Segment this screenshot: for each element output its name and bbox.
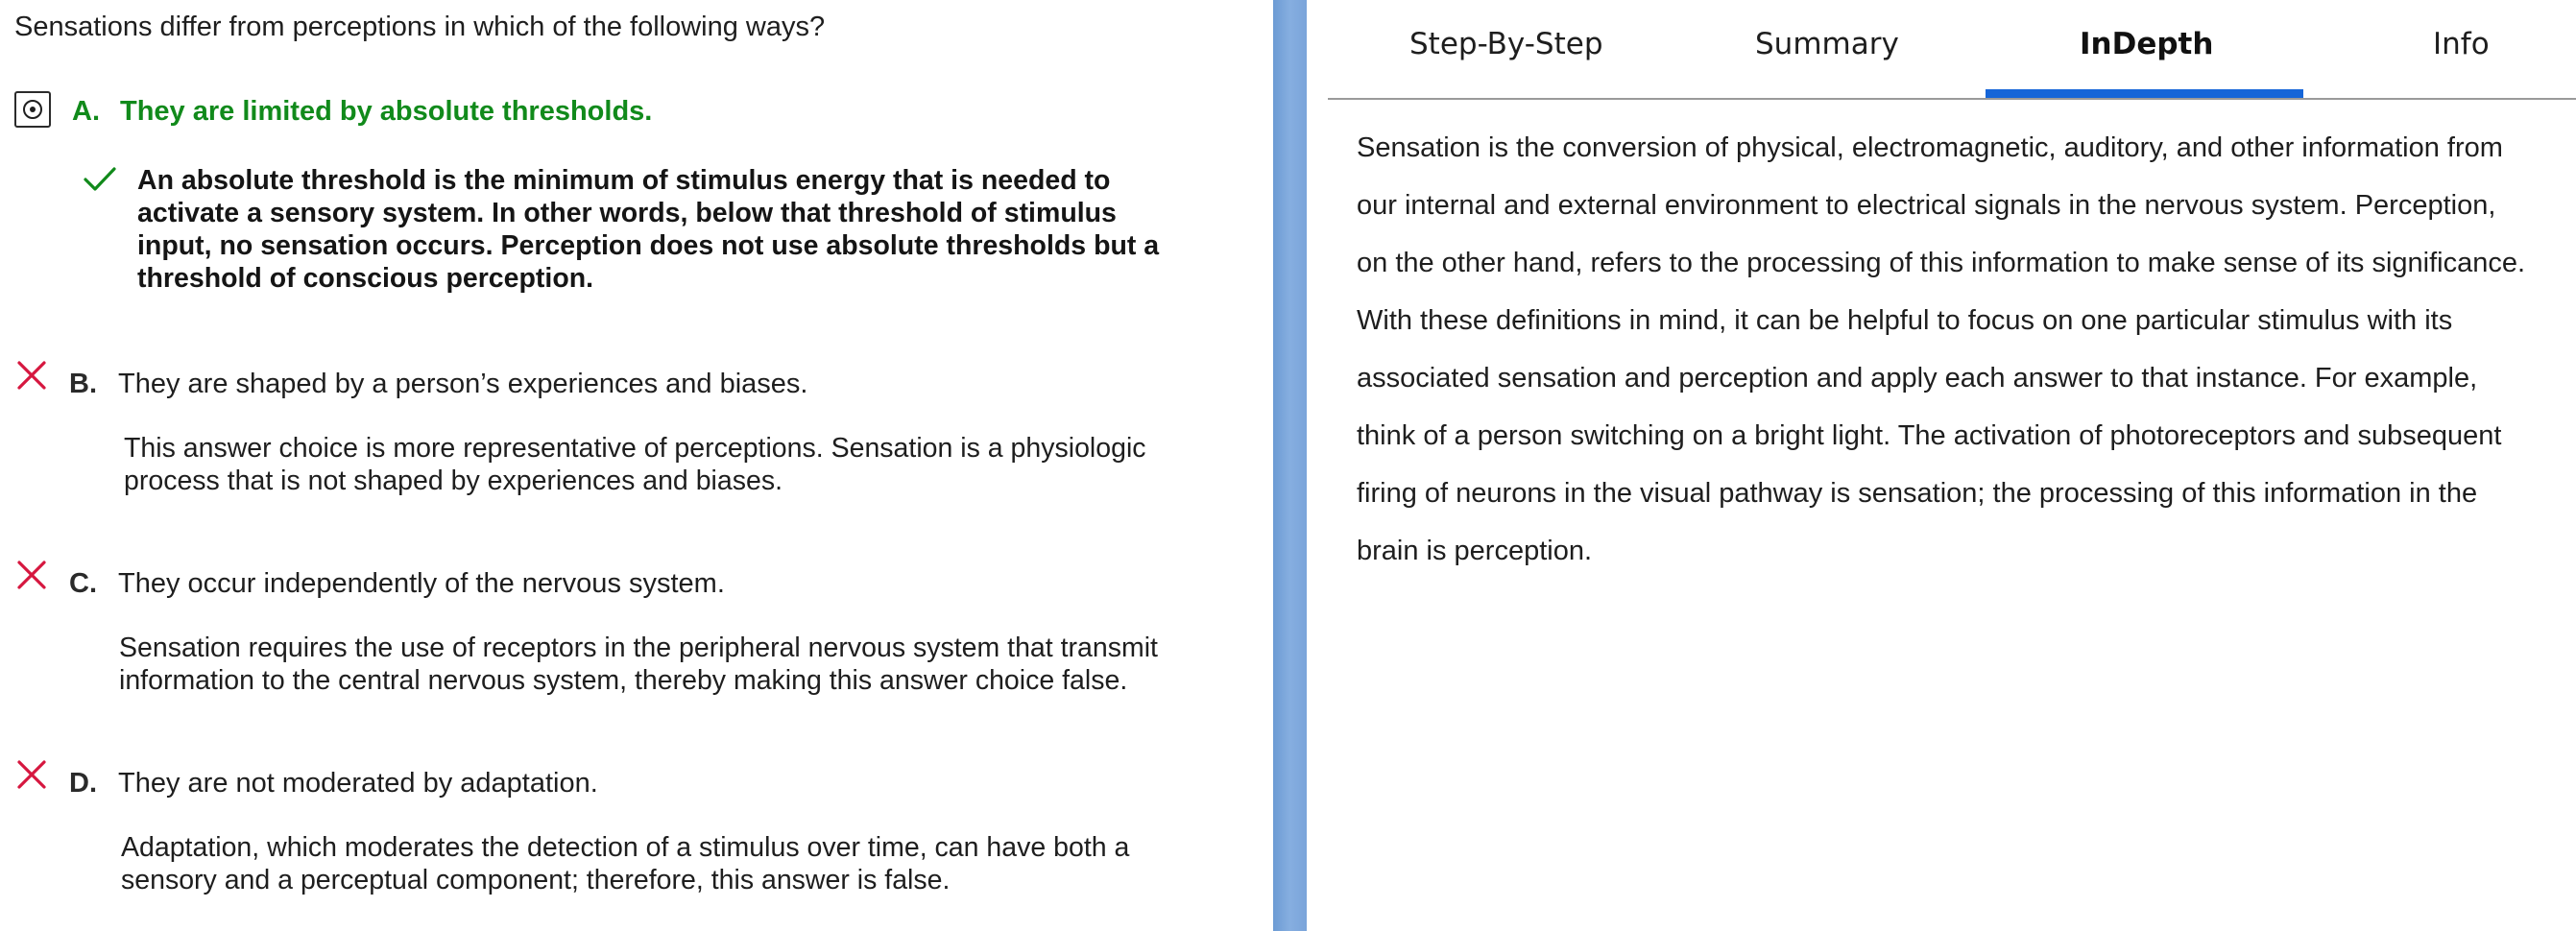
tab-summary[interactable]: Summary <box>1755 27 1899 61</box>
explanation-line: This answer choice is more representative of perceptions. Sensation is a physiologic <box>124 433 1146 464</box>
choice-b-text[interactable]: They are shaped by a person’s experiences and biases. <box>118 369 808 399</box>
choice-c-explanation <box>119 632 1158 697</box>
tab-indepth[interactable]: InDepth <box>2080 27 2214 61</box>
tab-info[interactable]: Info <box>2433 27 2490 61</box>
indepth-line: With these definitions in mind, it can be helpful to focus on one particular stimulus with its <box>1357 305 2453 336</box>
tab-step-by-step[interactable]: Step-By-Step <box>1409 27 1603 61</box>
choice-d-letter: D. <box>69 768 97 799</box>
choice-c-text[interactable]: They occur independently of the nervous system. <box>118 568 725 599</box>
explanation-line: information to the central nervous system, thereby making this answer choice false. <box>119 665 1128 696</box>
explanation-line: input, no sensation occurs. Perception does not use absolute thresholds but a <box>137 230 1160 261</box>
radio-selected-icon[interactable] <box>14 91 51 128</box>
explanation-line: Adaptation, which moderates the detection of a stimulus over time, can have both a <box>121 832 1130 863</box>
choice-c-letter: C. <box>69 568 97 599</box>
indepth-content <box>1357 119 2568 580</box>
indepth-line: our internal and external environment to electrical signals in the nervous system. Perception, <box>1357 190 2496 221</box>
indepth-line: firing of neurons in the visual pathway is sensation; the processing of this information in the <box>1357 478 2478 509</box>
x-mark-icon <box>14 358 49 393</box>
explanation-panel <box>1307 0 2576 931</box>
indepth-line: Sensation is the conversion of physical, electromagnetic, auditory, and other information from <box>1357 132 2503 163</box>
choice-d-text[interactable]: They are not moderated by adaptation. <box>118 768 598 799</box>
choice-a-text[interactable]: They are limited by absolute thresholds. <box>120 96 653 127</box>
explanation-line: process that is not shaped by experiences and biases. <box>124 466 783 496</box>
explanation-line: An absolute threshold is the minimum of stimulus energy that is needed to <box>137 165 1111 196</box>
question-stem: Sensations differ from perceptions in which of the following ways? <box>14 12 826 42</box>
indepth-line: think of a person switching on a bright light. The activation of photoreceptors and subsequent <box>1357 420 2502 451</box>
choice-a-letter: A. <box>72 96 100 127</box>
tab-bar <box>1328 0 2576 100</box>
checkmark-icon <box>83 162 117 197</box>
explanation-line: threshold of conscious perception. <box>137 263 594 294</box>
question-panel <box>0 0 1273 931</box>
choice-b-letter: B. <box>69 369 97 399</box>
indepth-line: on the other hand, refers to the processing of this information to make sense of its significance. <box>1357 248 2526 278</box>
x-mark-icon <box>14 558 49 592</box>
indepth-line: associated sensation and perception and apply each answer to that instance. For example, <box>1357 363 2478 394</box>
x-mark-icon <box>14 757 49 792</box>
choice-a-explanation <box>137 164 1159 295</box>
choice-d-explanation <box>121 831 1129 896</box>
explanation-line: activate a sensory system. In other words, below that threshold of stimulus <box>137 198 1117 228</box>
active-tab-indicator <box>1986 89 2303 98</box>
choice-b-explanation <box>124 432 1146 497</box>
explanation-line: sensory and a perceptual component; therefore, this answer is false. <box>121 865 951 895</box>
explanation-line: Sensation requires the use of receptors in the peripheral nervous system that transmit <box>119 633 1158 663</box>
indepth-line: brain is perception. <box>1357 536 1593 566</box>
panel-splitter[interactable] <box>1273 0 1307 931</box>
